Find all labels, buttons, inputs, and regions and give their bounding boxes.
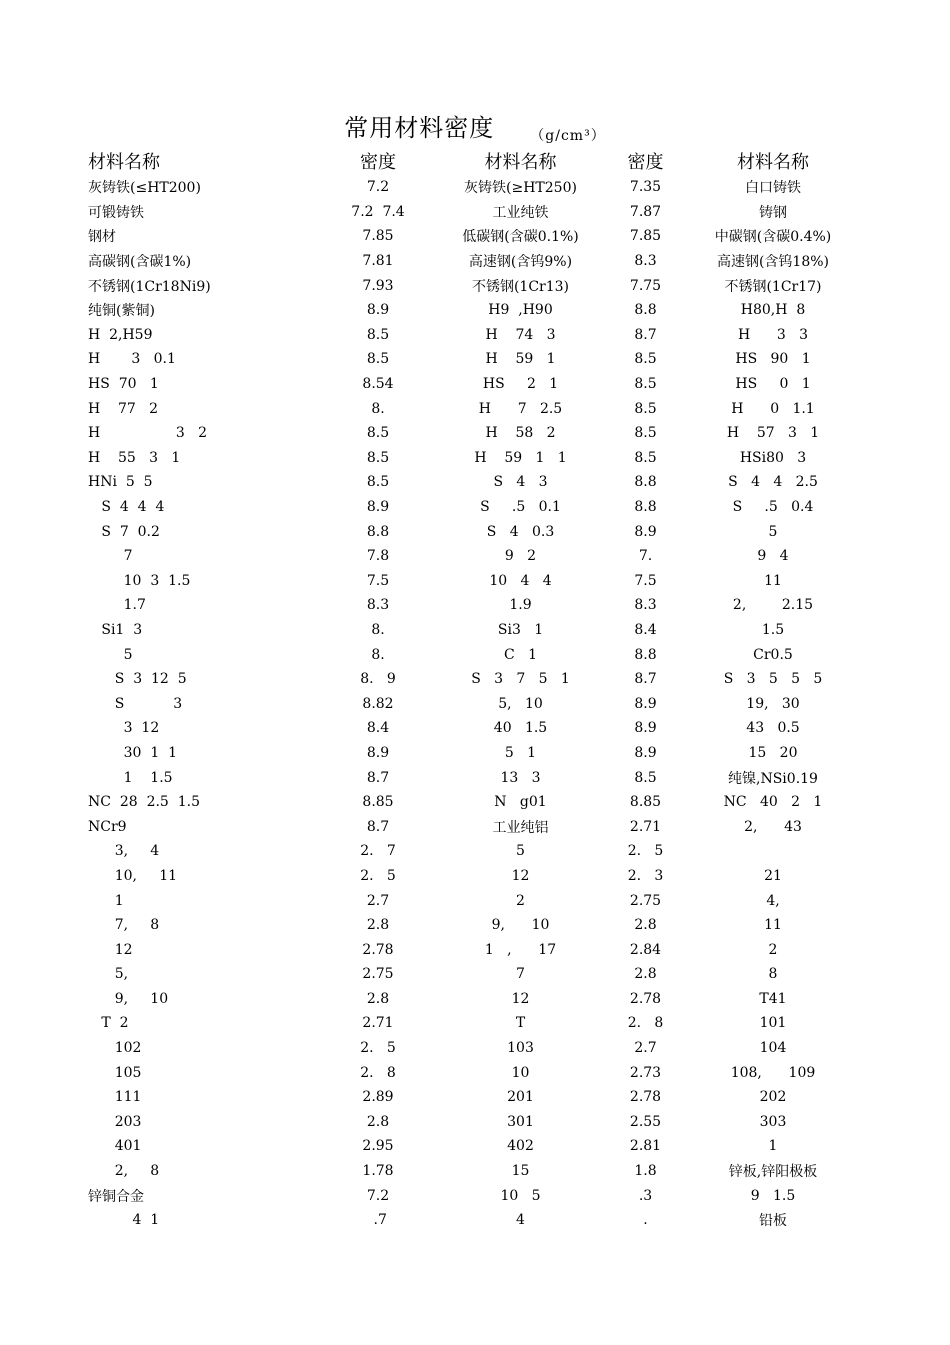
cell-material-name-3: 纯镍,NSi0.19	[728, 770, 818, 787]
page-title: 常用材料密度	[344, 114, 495, 142]
cell-material-name-1: 纯铜(紫铜)	[88, 303, 155, 320]
cell-density-1: 2.8	[366, 1113, 390, 1130]
cell-density-2: 8.8	[634, 474, 657, 491]
table-row	[88, 1060, 858, 1085]
cell-density-1: 2.8	[366, 990, 390, 1007]
cell-density-2: 7.87	[629, 203, 662, 220]
cell-material-name-1: 不锈钢(1Cr18Ni9)	[88, 278, 211, 295]
table-row	[88, 1208, 858, 1233]
cell-material-name-2: H 59 1	[485, 351, 556, 368]
table-row	[88, 716, 858, 741]
cell-density-1: 7.8	[366, 548, 390, 565]
cell-material-name-1: NCr9	[88, 818, 127, 835]
cell-material-name-1: 203	[88, 1113, 142, 1130]
cell-material-name-2: HS 2 1	[482, 376, 559, 393]
cell-density-1: 7.2 7.4	[351, 203, 405, 220]
cell-density-2: 2.71	[629, 818, 662, 835]
cell-density-2: 2.8	[634, 966, 657, 983]
cell-material-name-1: Si1 3	[88, 621, 143, 638]
cell-material-name-1: 4 1	[88, 1212, 160, 1229]
cell-density-2: 8.3	[634, 597, 657, 614]
cell-density-2: 2.81	[629, 1138, 662, 1155]
cell-density-1: 7.85	[362, 228, 394, 245]
cell-material-name-3: 9 4	[757, 548, 789, 565]
cell-material-name-3: 15 20	[748, 744, 798, 761]
cell-density-2: 8.8	[634, 499, 657, 516]
table-row	[88, 495, 858, 520]
cell-density-1: .7	[369, 1212, 387, 1229]
cell-density-2: 2.84	[629, 941, 662, 958]
table-row	[88, 249, 858, 274]
cell-density-2: 8.4	[634, 621, 657, 638]
cell-density-2: 8.7	[634, 326, 657, 343]
cell-density-2: 7.	[638, 548, 653, 565]
cell-density-2: .	[643, 1212, 648, 1229]
cell-density-1: 8.5	[366, 449, 390, 466]
header-density-2: 密度	[627, 151, 664, 173]
cell-material-name-1: 高碳钢(含碳1%)	[88, 254, 192, 271]
cell-density-2: 2.55	[629, 1113, 662, 1130]
cell-density-2: 8.8	[634, 302, 657, 319]
cell-material-name-2: S 4 3	[493, 474, 548, 491]
table-row	[88, 864, 858, 889]
cell-material-name-2: 4	[516, 1212, 525, 1229]
table-row	[88, 273, 858, 298]
cell-material-name-1: S 3 12 5	[88, 671, 187, 688]
table-row	[88, 519, 858, 544]
cell-material-name-3: S .5 0.4	[732, 499, 814, 516]
cell-density-2: 8.3	[634, 253, 657, 270]
cell-material-name-2: 5, 10	[498, 695, 543, 712]
table-row	[88, 470, 858, 495]
cell-density-1: 8. 9	[360, 671, 396, 688]
cell-material-name-1: 3 12	[88, 720, 160, 737]
cell-density-1: 8.	[371, 400, 385, 417]
table-row	[88, 1036, 858, 1061]
cell-material-name-3: 108, 109	[730, 1064, 816, 1081]
cell-material-name-3: 1.5	[761, 621, 785, 638]
cell-density-2: 8.5	[634, 449, 657, 466]
cell-material-name-3: H 3 3	[737, 326, 809, 343]
cell-material-name-2: 15	[511, 1163, 530, 1180]
table-row	[88, 790, 858, 815]
cell-density-1: 8.5	[366, 351, 390, 368]
cell-density-2: 8.9	[634, 695, 657, 712]
cell-density-1: 8.	[371, 646, 385, 663]
cell-material-name-3: 8	[768, 966, 778, 983]
cell-density-1: 2. 5	[360, 867, 396, 884]
cell-density-1: 2.71	[362, 1015, 394, 1032]
cell-density-2: 8.9	[634, 523, 657, 540]
cell-density-1: 7.81	[362, 253, 394, 270]
cell-material-name-3: HSi80 3	[739, 449, 807, 466]
cell-material-name-2: 201	[507, 1089, 534, 1106]
cell-material-name-2: S 4 0.3	[486, 523, 555, 540]
cell-material-name-3: 铸钢	[759, 204, 787, 221]
cell-density-2: 7.35	[629, 179, 662, 196]
cell-material-name-2: 12	[511, 990, 530, 1007]
cell-density-1: 1.78	[362, 1163, 394, 1180]
cell-density-1: 2.89	[362, 1089, 394, 1106]
header-material-name-1: 材料名称	[88, 151, 160, 173]
cell-density-1: 7.2	[366, 179, 390, 196]
cell-density-1: 8.5	[366, 474, 390, 491]
cell-density-1: 2.95	[362, 1138, 394, 1155]
cell-material-name-1: 5	[88, 646, 133, 663]
header-material-name-2: 材料名称	[484, 151, 557, 173]
cell-material-name-2: 12	[511, 867, 530, 884]
cell-material-name-1: 10 3 1.5	[88, 572, 191, 589]
cell-density-1: 2.7	[366, 892, 390, 909]
cell-material-name-2: H 74 3	[485, 326, 556, 343]
cell-material-name-2: 9 2	[504, 548, 537, 565]
cell-density-1: 8.5	[366, 425, 390, 442]
cell-density-2: 8.7	[634, 671, 657, 688]
cell-material-name-2: 1 , 17	[484, 941, 557, 958]
cell-density-2: 8.85	[629, 794, 662, 811]
table-row	[88, 618, 858, 643]
cell-material-name-2: H 58 2	[485, 425, 556, 442]
cell-density-2: 2.78	[629, 990, 662, 1007]
cell-material-name-3: 锌板,锌阳极板	[728, 1164, 818, 1181]
cell-density-1: 2. 7	[360, 843, 396, 860]
cell-material-name-2: H 7 2.5	[478, 400, 563, 417]
cell-material-name-3: 1	[768, 1138, 778, 1155]
cell-material-name-2: 402	[507, 1138, 534, 1155]
table-row	[88, 913, 858, 938]
cell-material-name-2: 2	[516, 892, 525, 909]
cell-material-name-2: 1.9	[509, 597, 532, 614]
cell-material-name-3: HS 90 1	[735, 351, 811, 368]
cell-density-1: 2.75	[362, 966, 394, 983]
cell-density-2: 8.8	[634, 646, 657, 663]
table-row	[88, 642, 858, 667]
table-row	[88, 200, 858, 225]
cell-material-name-1: 3, 4	[88, 843, 160, 860]
cell-material-name-2: N g01	[494, 794, 547, 811]
cell-material-name-3: 104	[759, 1040, 787, 1057]
cell-material-name-3: H80,H 8	[740, 302, 806, 319]
table-row	[88, 569, 858, 594]
cell-material-name-3: 4,	[766, 892, 780, 909]
cell-material-name-1: S 7 0.2	[88, 523, 160, 540]
cell-material-name-2: 301	[507, 1113, 534, 1130]
cell-density-2: 2.7	[634, 1040, 657, 1057]
cell-material-name-3: H 0 1.1	[731, 400, 815, 417]
cell-material-name-2: H9 ,H90	[488, 302, 553, 319]
cell-density-2: 8.9	[634, 744, 657, 761]
table-row	[88, 544, 858, 569]
cell-density-1: 8.9	[366, 499, 390, 516]
cell-density-1: 7.2	[366, 1187, 390, 1204]
unit-label: （g/cm³）	[530, 128, 606, 144]
cell-density-2: 2.75	[629, 892, 662, 909]
cell-material-name-3: HS 0 1	[735, 376, 811, 393]
cell-material-name-1: HS 70 1	[88, 376, 159, 393]
table-row	[88, 765, 858, 790]
cell-density-2: 8.5	[634, 351, 657, 368]
table-row	[88, 421, 858, 446]
cell-density-1: 2.78	[362, 941, 394, 958]
cell-material-name-3: 202	[759, 1089, 787, 1106]
cell-material-name-2: 10 5	[500, 1187, 541, 1204]
cell-material-name-1: 30 1 1	[88, 744, 178, 761]
cell-material-name-3: S 3 5 5 5	[723, 671, 823, 688]
cell-material-name-3: 19, 30	[746, 695, 800, 712]
cell-density-1: 7.5	[366, 572, 390, 589]
cell-density-2: 7.85	[629, 228, 662, 245]
cell-density-2: 2. 5	[627, 843, 664, 860]
cell-density-1: 8.4	[366, 720, 390, 737]
table-row	[88, 814, 858, 839]
cell-material-name-3: 11	[764, 572, 782, 589]
cell-material-name-2: 工业纯铁	[492, 204, 549, 221]
cell-density-2: 8.5	[634, 400, 657, 417]
cell-material-name-2: 9, 10	[491, 917, 550, 934]
cell-density-1: 8.9	[366, 744, 390, 761]
cell-material-name-1: 1.7	[88, 597, 146, 614]
table-row	[88, 347, 858, 372]
table-row	[88, 1110, 858, 1135]
table-body	[88, 175, 858, 1233]
cell-density-1: 8.9	[366, 302, 390, 319]
cell-density-2: 8.5	[634, 376, 657, 393]
cell-density-1: 8.3	[366, 597, 390, 614]
cell-material-name-2: T	[515, 1015, 526, 1032]
cell-material-name-1: 102	[88, 1040, 142, 1057]
table-row	[88, 396, 858, 421]
cell-material-name-1: S 4 4 4	[88, 499, 165, 516]
cell-density-1: 8.	[371, 621, 385, 638]
cell-material-name-2: C 1	[504, 646, 537, 663]
header-row	[88, 146, 858, 175]
cell-density-1: 8.82	[362, 695, 394, 712]
cell-material-name-2: 103	[507, 1040, 534, 1057]
cell-material-name-1: 105	[88, 1064, 142, 1081]
cell-material-name-1: H 55 3 1	[88, 449, 181, 466]
cell-density-2: 7.75	[629, 277, 662, 294]
table-row	[88, 667, 858, 692]
header-material-name-3: 材料名称	[737, 151, 809, 173]
cell-material-name-3: 高速钢(含钨18%)	[716, 254, 830, 271]
header-density-1: 密度	[360, 151, 396, 173]
cell-density-1: 2. 5	[360, 1040, 396, 1057]
cell-material-name-3: 11	[764, 917, 782, 934]
title-block	[0, 108, 950, 143]
cell-density-1: 2.8	[366, 917, 390, 934]
cell-material-name-3: S 4 4 2.5	[728, 474, 818, 491]
cell-material-name-1: 7, 8	[88, 917, 160, 934]
table-row	[88, 839, 858, 864]
cell-material-name-1: 5,	[88, 966, 129, 983]
table-row	[88, 298, 858, 323]
cell-material-name-1: 2, 8	[88, 1163, 160, 1180]
cell-material-name-1: 1 1.5	[88, 769, 173, 786]
cell-material-name-1: 钢材	[88, 229, 116, 246]
cell-density-2: 2.78	[629, 1089, 662, 1106]
cell-density-2: 2. 8	[627, 1015, 664, 1032]
table-row	[88, 987, 858, 1012]
cell-material-name-3: 5	[768, 523, 778, 540]
table-row	[88, 741, 858, 766]
table-row	[88, 962, 858, 987]
cell-density-2: 7.5	[634, 572, 657, 589]
cell-material-name-1: 1	[88, 892, 124, 909]
cell-density-2: 1.8	[634, 1163, 657, 1180]
cell-material-name-3	[688, 839, 858, 864]
table-row	[88, 1085, 858, 1110]
cell-material-name-2: 工业纯铝	[492, 819, 549, 836]
cell-material-name-2: 5	[516, 843, 525, 860]
cell-material-name-2: 13 3	[500, 769, 541, 786]
table-row	[88, 1011, 858, 1036]
density-table	[88, 146, 858, 1233]
cell-material-name-3: 2	[768, 941, 778, 958]
table-row	[88, 1134, 858, 1159]
cell-material-name-2: 低碳钢(含碳0.1%)	[462, 229, 579, 246]
cell-material-name-2: S 3 7 5 1	[471, 671, 570, 688]
cell-material-name-1: 锌铜合金	[88, 1188, 144, 1205]
cell-material-name-1: H 3 2	[88, 425, 208, 442]
table-row	[88, 446, 858, 471]
cell-material-name-2: S .5 0.1	[480, 499, 561, 516]
cell-material-name-1: S 3	[88, 695, 183, 712]
cell-material-name-1: 401	[88, 1138, 142, 1155]
cell-material-name-2: Si3 1	[497, 621, 544, 638]
table-row	[88, 175, 858, 200]
cell-density-1: 7.93	[362, 277, 394, 294]
cell-material-name-2: H 59 1 1	[474, 449, 567, 466]
cell-material-name-3: 9 1.5	[750, 1187, 796, 1204]
cell-density-1: 8.85	[362, 794, 394, 811]
table-row	[88, 372, 858, 397]
cell-material-name-2: 不锈钢(1Cr13)	[471, 278, 570, 295]
table-row	[88, 937, 858, 962]
cell-density-2: 8.5	[634, 769, 657, 786]
cell-material-name-3: 21	[764, 867, 782, 884]
cell-material-name-3: NC 40 2 1	[723, 794, 823, 811]
cell-material-name-1: H 2,H59	[88, 326, 153, 343]
cell-material-name-1: 12	[88, 941, 133, 958]
cell-material-name-1: HNi 5 5	[88, 474, 153, 491]
cell-density-2: 2. 3	[627, 867, 664, 884]
cell-material-name-1: 7	[88, 548, 133, 565]
cell-density-2: 8.5	[634, 425, 657, 442]
cell-material-name-1: 可锻铸铁	[88, 204, 144, 221]
cell-density-1: 8.7	[366, 818, 390, 835]
cell-density-2: .3	[638, 1187, 653, 1204]
cell-material-name-3: 2, 2.15	[732, 597, 814, 614]
cell-material-name-3: 303	[759, 1113, 787, 1130]
cell-material-name-2: 7	[516, 966, 525, 983]
cell-material-name-3: 101	[759, 1015, 787, 1032]
cell-density-1: 8.8	[366, 523, 390, 540]
cell-material-name-2: 40 1.5	[493, 720, 548, 737]
cell-material-name-1: 111	[88, 1089, 142, 1106]
cell-density-2: 2.73	[629, 1064, 662, 1081]
cell-material-name-3: T41	[759, 990, 787, 1007]
cell-density-2: 2.8	[634, 917, 657, 934]
table-row	[88, 1159, 858, 1184]
cell-material-name-3: 2, 43	[744, 818, 802, 835]
table-row	[88, 323, 858, 348]
table-row	[88, 224, 858, 249]
cell-material-name-2: 10 4 4	[489, 572, 552, 589]
cell-density-1: 8.5	[366, 326, 390, 343]
cell-material-name-3: Cr0.5	[753, 646, 793, 663]
table-header	[88, 146, 858, 175]
table-row	[88, 1183, 858, 1208]
cell-material-name-3: 中碳钢(含碳0.4%)	[714, 229, 832, 246]
table-row	[88, 691, 858, 716]
cell-material-name-1: H 77 2	[88, 400, 159, 417]
cell-material-name-1: 9, 10	[88, 990, 169, 1007]
table-row	[88, 593, 858, 618]
cell-density-2: 8.9	[634, 720, 657, 737]
cell-density-1: 8.54	[362, 376, 394, 393]
cell-material-name-2: 5 1	[504, 744, 537, 761]
cell-material-name-2: 10	[511, 1064, 530, 1081]
cell-material-name-1: 10, 11	[88, 867, 178, 884]
cell-material-name-1: NC 28 2.5 1.5	[88, 794, 201, 811]
table-row	[88, 888, 858, 913]
cell-material-name-3: 铅板	[759, 1213, 787, 1230]
cell-material-name-3: 不锈钢(1Cr17)	[724, 278, 822, 295]
cell-material-name-2: 灰铸铁(≥HT250)	[464, 180, 577, 197]
cell-material-name-3: 白口铸铁	[745, 180, 801, 197]
cell-density-1: 2. 8	[360, 1064, 396, 1081]
cell-material-name-2: 高速钢(含钨9%)	[468, 254, 573, 271]
cell-material-name-3: H 57 3 1	[726, 425, 820, 442]
cell-density-1: 8.7	[366, 769, 390, 786]
cell-material-name-1: 灰铸铁(≤HT200)	[88, 180, 201, 197]
cell-material-name-1: H 3 0.1	[88, 351, 176, 368]
cell-material-name-1: T 2	[88, 1015, 129, 1032]
cell-material-name-3: 43 0.5	[746, 720, 800, 737]
